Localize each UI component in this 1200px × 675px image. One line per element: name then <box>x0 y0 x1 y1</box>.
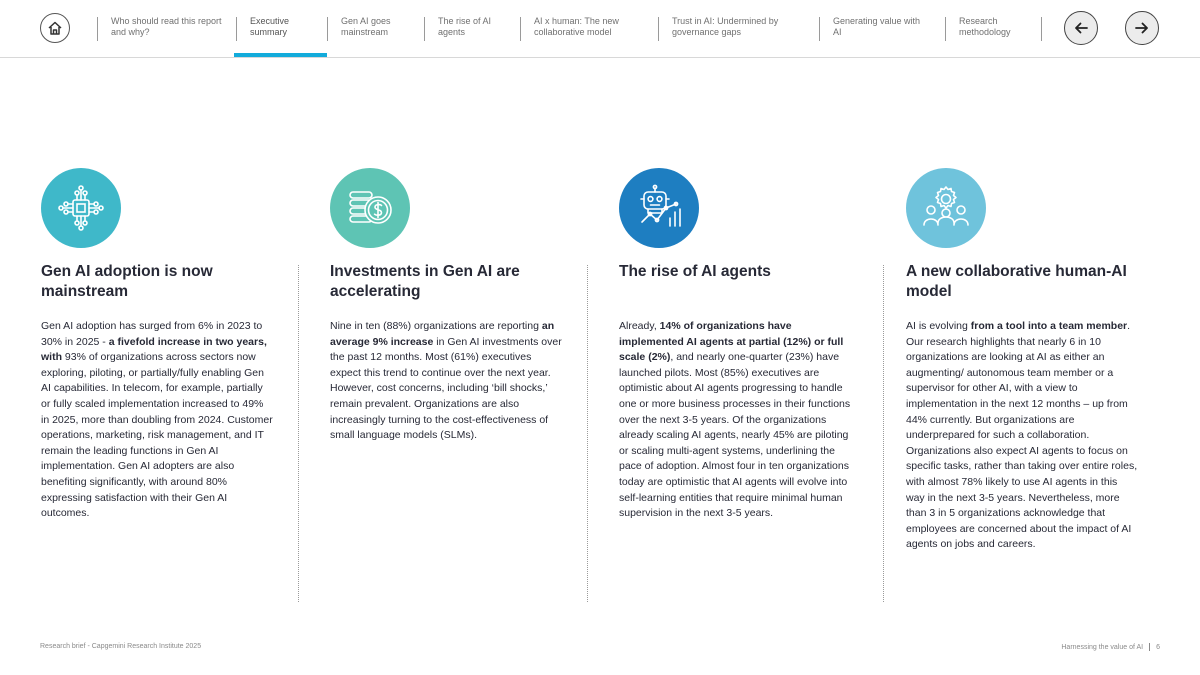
nav-tab-executive-summary[interactable]: Executive summary <box>236 16 326 46</box>
column-divider <box>298 265 299 602</box>
nav-tab-generating-value[interactable]: Generating value with AI <box>819 16 929 46</box>
footer-divider <box>1149 643 1150 651</box>
human-ai-team-icon <box>906 168 986 248</box>
footer-report-title: Harnessing the value of AI <box>1061 643 1144 651</box>
nav-tab-trust-in-ai[interactable]: Trust in AI: Undermined by governance gaps <box>658 16 798 46</box>
nav-tab-rise-of-ai-agents[interactable]: The rise of AI agents <box>424 16 514 46</box>
column-title: The rise of AI agents <box>619 263 771 280</box>
body-text: Nine in ten (88%) organizations are reporting <box>330 320 542 332</box>
previous-page-button[interactable] <box>1064 11 1098 45</box>
active-tab-indicator <box>234 53 327 57</box>
nav-divider <box>1041 17 1042 41</box>
robot-chart-icon <box>619 168 699 248</box>
arrow-left-icon <box>1073 20 1089 36</box>
body-highlight-text: from a tool into a team member <box>970 320 1128 332</box>
body-text: . Our research highlights that nearly 6 in 10 organizations are looking at AI as either an augmenting/ autonomous team member or a supervisor for other AI, with a view to implementation in the next 12 months – up from 44% currently. But organizations are underprepared for such a collaboration. Organizations also expect AI agents to focus on specific tasks, rather than taking over entire roles, with almost 78% likely to use AI agents in this way in the next 3-5 years. Nevertheless, more than 3 in 5 organizations acknowledge that employees are concerned about the impact of AI agents on jobs and careers. <box>906 320 1138 551</box>
arrow-right-icon <box>1134 20 1150 36</box>
column-body <box>619 319 851 522</box>
column-divider <box>587 265 588 602</box>
body-text: , and nearly one-quarter (23%) have launched pilots. Most (85%) executives are optimistic about AI agents progressing to handle one or more business processes in their functions over the next 3-5 years. Of the organizations already scaling AI agents, nearly 45% are piloting or scaling multi-agent systems, underlining the pace of adoption. Almost four in ten organizations today are optimistic that AI agents will evolve into self-learning entities that require minimal human supervision in the next 3-5 years. <box>619 351 851 520</box>
column-title: A new collaborative human-AI model <box>906 263 1127 300</box>
nav-tab-who-should-read[interactable]: Who should read this report and why? <box>97 16 222 46</box>
body-text: 93% of organizations across sectors now exploring, piloting, or partially/fully enabling Gen AI capabilities. In telecom, for example, partially or fully scaled implementation increased to 49% in 2025, more than doubling from 2024. Customer operations, marketing, risk management, and IT remain the leading functions in Gen AI implementation. Gen AI adopters are also benefiting significantly, with around 80% expressing satisfaction with their Gen AI outcomes. <box>41 351 273 520</box>
body-text: AI is evolving <box>906 320 971 332</box>
column-body <box>906 319 1138 553</box>
body-text: in Gen AI investments over the past 12 months. Most (61%) executives expect this trend to continue over the next year. However, cost concerns, including ‘bill shocks,’ remain prevalent. Organizations are also increasingly turning to the cost-effectiveness of small language models (SLMs). <box>330 335 562 442</box>
top-navigation <box>0 0 1200 58</box>
home-icon <box>47 20 63 36</box>
nav-tab-gen-ai-mainstream[interactable]: Gen AI goes mainstream <box>327 16 417 46</box>
body-text: Already, <box>619 320 660 332</box>
footer-right <box>1061 643 1160 651</box>
column-divider <box>883 265 884 602</box>
column-body <box>330 319 562 444</box>
coins-dollar-icon <box>330 168 410 248</box>
body-highlight-text: 14% of organizations have implemented AI agents at partial (12%) or full scale (2%) <box>619 320 844 364</box>
page-number: 6 <box>1156 643 1160 651</box>
home-button[interactable] <box>40 13 70 43</box>
column-title: Investments in Gen AI are accelerating <box>330 263 520 300</box>
column-body <box>41 319 273 522</box>
chip-network-icon <box>41 168 121 248</box>
next-page-button[interactable] <box>1125 11 1159 45</box>
nav-tab-ai-x-human[interactable]: AI x human: The new collaborative model <box>520 16 645 46</box>
column-title: Gen AI adoption is now mainstream <box>41 263 213 300</box>
body-highlight-text: an average 9% increase <box>330 320 555 348</box>
footer-source: Research brief - Capgemini Research Institute 2025 <box>40 643 202 650</box>
body-text: Gen AI adoption has surged from 6% in 2023 to 30% in 2025 - <box>41 320 263 348</box>
nav-tab-research-methodology[interactable]: Research methodology <box>945 16 1035 46</box>
body-highlight-text: a fivefold increase in two years, with <box>41 335 267 364</box>
